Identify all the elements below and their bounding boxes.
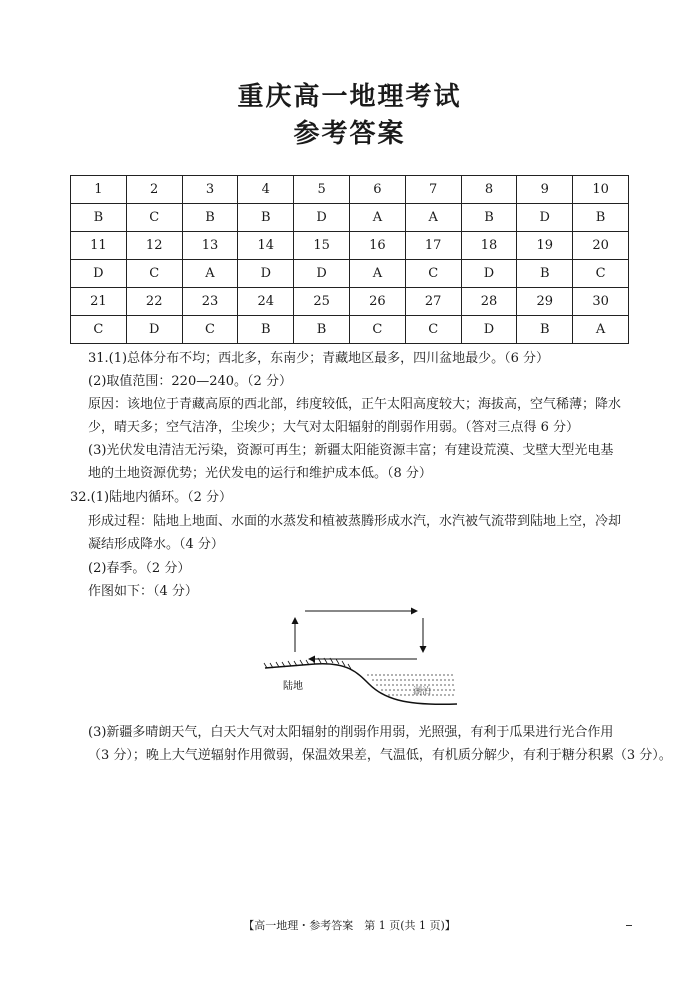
answer-cell: C — [405, 316, 461, 344]
question-number-cell: 18 — [461, 232, 517, 260]
answer-cell: C — [71, 316, 127, 344]
answer-cell: D — [71, 260, 127, 288]
answer-cell: C — [405, 260, 461, 288]
question-number-cell: 22 — [126, 288, 182, 316]
q32-part3-line2: （3 分）；晚上大气逆辐射作用微弱，保温效果差，气温低，有机质分解少，有利于糖分积累（3 分）。 — [88, 748, 672, 763]
answer-cell: A — [349, 204, 405, 232]
answer-cell: B — [238, 204, 294, 232]
question-number-cell: 21 — [71, 288, 127, 316]
question-number-cell: 25 — [294, 288, 350, 316]
question-number-row — [71, 232, 629, 260]
answer-cell: D — [461, 316, 517, 344]
question-number-cell: 10 — [573, 176, 629, 204]
answer-cell: B — [238, 316, 294, 344]
q32-part3-line1: (3)新疆多晴朗天气，白天大气对太阳辐射的削弱作用弱，光照强，有利于瓜果进行光合作用 — [88, 725, 614, 740]
answer-cell: A — [349, 260, 405, 288]
question-number-row — [71, 176, 629, 204]
answer-cell: C — [182, 316, 238, 344]
page-footer: 【高一地理・参考答案 第 1 页(共 1 页)】 — [243, 919, 456, 932]
question-number-cell: 4 — [238, 176, 294, 204]
q31-reason-line2: 少，晴天多；空气洁净，尘埃少；大气对太阳辐射的削弱作用弱。（答对三点得 6 分） — [88, 420, 580, 435]
answer-cell: C — [126, 204, 182, 232]
answer-cell: B — [294, 316, 350, 344]
question-number-cell: 7 — [405, 176, 461, 204]
q31-part3-line2: 地的土地资源优势；光伏发电的运行和维护成本低。（8 分） — [88, 466, 432, 481]
answer-cell: C — [126, 260, 182, 288]
answer-cell: A — [405, 204, 461, 232]
question-number-row — [71, 288, 629, 316]
question-number-cell: 15 — [294, 232, 350, 260]
question-number-cell: 29 — [517, 288, 573, 316]
answer-cell: D — [126, 316, 182, 344]
answer-cell: D — [517, 204, 573, 232]
answer-cell: D — [294, 260, 350, 288]
q32-drawing-intro: 作图如下：（4 分） — [88, 584, 198, 599]
question-number-cell: 14 — [238, 232, 294, 260]
q31-part2: (2)取值范围：220—240。（2 分） — [88, 374, 292, 389]
answer-cell: D — [461, 260, 517, 288]
water-cycle-diagram — [255, 600, 470, 720]
answer-cell: D — [294, 204, 350, 232]
question-number-cell: 17 — [405, 232, 461, 260]
lake-label: 湖泊 — [413, 687, 432, 697]
page-title: 重庆高一地理考试 — [237, 82, 462, 112]
question-number-cell: 13 — [182, 232, 238, 260]
question-number-cell: 19 — [517, 232, 573, 260]
corner-mark — [626, 925, 632, 926]
answer-cell: B — [517, 316, 573, 344]
question-number-cell: 24 — [238, 288, 294, 316]
question-number-cell: 2 — [126, 176, 182, 204]
question-number-cell: 1 — [71, 176, 127, 204]
q31-part1: 31.(1)总体分布不均；西北多，东南少；青藏地区最多，四川盆地最少。（6 分） — [88, 351, 549, 366]
question-number-cell: 12 — [126, 232, 182, 260]
question-number-cell: 11 — [71, 232, 127, 260]
answer-cell: C — [349, 316, 405, 344]
answer-cell: B — [573, 204, 629, 232]
answer-cell: B — [461, 204, 517, 232]
answer-row — [71, 260, 629, 288]
question-number-cell: 23 — [182, 288, 238, 316]
answer-cell: A — [573, 316, 629, 344]
question-number-cell: 8 — [461, 176, 517, 204]
answer-table — [70, 175, 629, 344]
q32-part1: 32.(1)陆地内循环。（2 分） — [70, 490, 232, 505]
answer-cell: D — [238, 260, 294, 288]
answer-cell: B — [517, 260, 573, 288]
question-number-cell: 5 — [294, 176, 350, 204]
question-number-cell: 20 — [573, 232, 629, 260]
land-label: 陆地 — [283, 681, 303, 692]
question-number-cell: 27 — [405, 288, 461, 316]
question-number-cell: 28 — [461, 288, 517, 316]
question-number-cell: 26 — [349, 288, 405, 316]
question-number-cell: 6 — [349, 176, 405, 204]
answer-cell: A — [182, 260, 238, 288]
answer-cell: B — [71, 204, 127, 232]
answer-cell: B — [182, 204, 238, 232]
question-number-cell: 3 — [182, 176, 238, 204]
answer-row — [71, 204, 629, 232]
q32-process-line2: 凝结形成降水。（4 分） — [88, 537, 224, 552]
answer-cell: C — [573, 260, 629, 288]
question-number-cell: 30 — [573, 288, 629, 316]
q31-part3-line1: (3)光伏发电清洁无污染，资源可再生；新疆太阳能资源丰富；有建设荒漠、戈壁大型光电基 — [88, 443, 614, 458]
q32-part2: (2)春季。（2 分） — [88, 561, 191, 576]
page-subtitle: 参考答案 — [293, 119, 406, 149]
q32-process-line1: 形成过程：陆地上地面、水面的水蒸发和植被蒸腾形成水汽，水汽被气流带到陆地上空，冷却 — [88, 514, 622, 529]
question-number-cell: 16 — [349, 232, 405, 260]
q31-reason-line1: 原因：该地位于青藏高原的西北部，纬度较低，正午太阳高度较大；海拔高，空气稀薄；降水 — [88, 397, 622, 412]
question-number-cell: 9 — [517, 176, 573, 204]
answer-row — [71, 316, 629, 344]
